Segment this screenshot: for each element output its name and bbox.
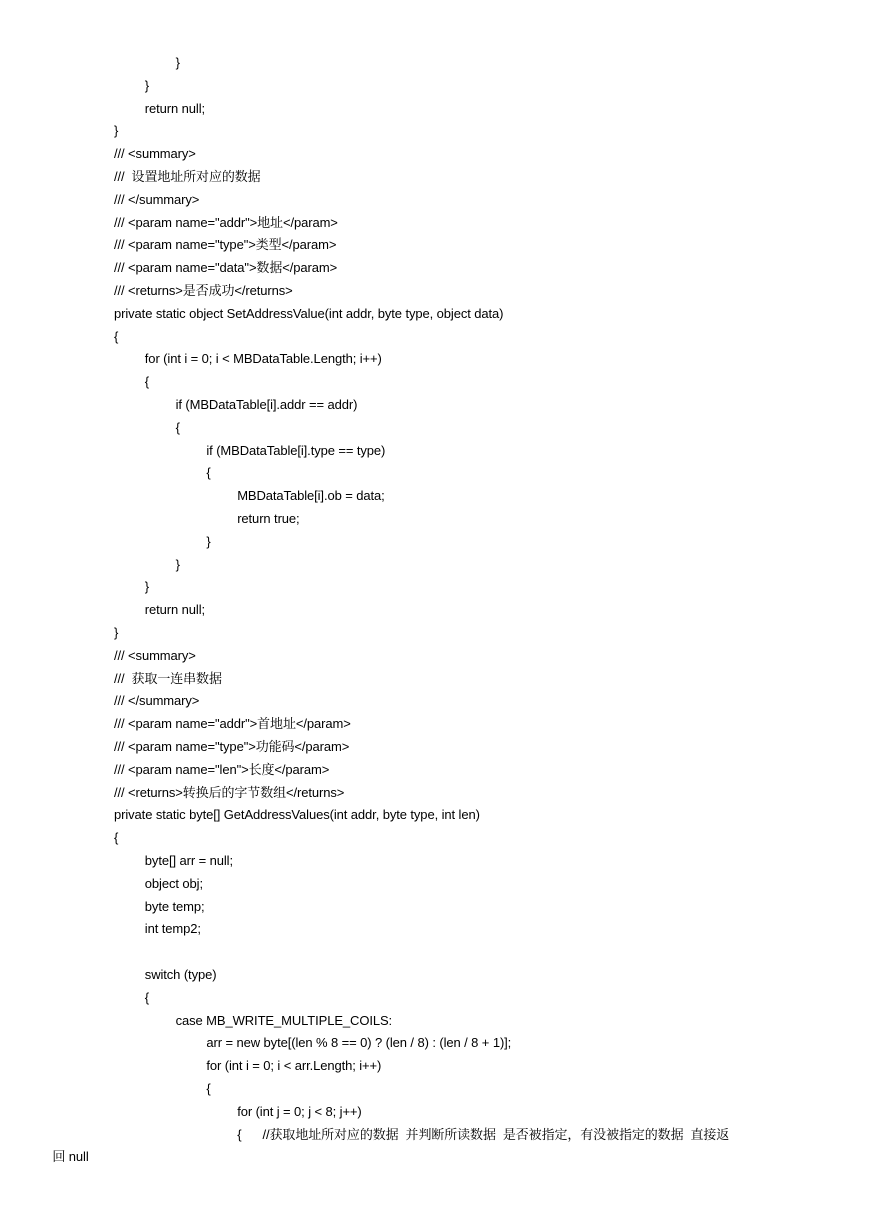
- code-line: /// <param name="addr">地址</param>: [114, 214, 338, 230]
- code-line: for (int i = 0; i < MBDataTable.Length; i++): [144, 351, 382, 367]
- code-line: /// 设置地址所对应的数据: [114, 169, 261, 184]
- code-line: byte temp;: [144, 898, 205, 914]
- code-line: /// <param name="len">长度</param>: [114, 761, 330, 777]
- code-line: return null;: [144, 602, 206, 618]
- code-line: }: [206, 533, 211, 549]
- code-line: /// <returns>转换后的字节数组</returns>: [114, 784, 345, 800]
- code-line: for (int i = 0; i < arr.Length; i++): [206, 1058, 382, 1074]
- code-line: return true;: [237, 511, 300, 526]
- code-line: { //获取地址所对应的数据 并判断所读数据 是否被指定，有没被指定的数据 直接返: [237, 1126, 730, 1142]
- code-line: {: [144, 374, 150, 390]
- code-line: /// </summary>: [114, 693, 200, 709]
- code-line: /// <summary>: [114, 647, 196, 663]
- code-line: {: [175, 419, 180, 435]
- code-line: /// <summary>: [114, 146, 196, 162]
- code-line: object obj;: [144, 875, 203, 891]
- code-line: }: [114, 123, 119, 139]
- code-line: }: [144, 579, 150, 595]
- code-line: }: [114, 625, 119, 640]
- code-line: return null;: [144, 100, 206, 116]
- code-line: arr = new byte[(len % 8 == 0) ? (len / 8) : (len / 8 + 1)];: [206, 1035, 512, 1051]
- code-line: {: [206, 465, 211, 481]
- code-line: /// <param name="data">数据</param>: [114, 260, 338, 276]
- code-line: /// 获取一连串数据: [114, 670, 222, 686]
- code-line: MBDataTable[i].ob = data;: [237, 488, 385, 504]
- code-line: /// </summary>: [114, 191, 200, 207]
- code-line: int temp2;: [144, 921, 201, 937]
- code-line: }: [175, 55, 180, 70]
- code-line: {: [206, 1081, 211, 1096]
- code-line: case MB_WRITE_MULTIPLE_COILS:: [175, 1012, 393, 1028]
- code-line: private static byte[] GetAddressValues(int addr, byte type, int len): [114, 807, 480, 823]
- code-line: {: [144, 989, 150, 1005]
- code-line: {: [114, 328, 119, 344]
- code-line: }: [144, 77, 150, 93]
- code-line: byte[] arr = null;: [144, 853, 233, 868]
- code-line: /// <param name="addr">首地址</param>: [114, 716, 351, 732]
- code-line: if (MBDataTable[i].addr == addr): [175, 397, 358, 412]
- code-line: /// <param name="type">类型</param>: [114, 237, 337, 253]
- code-line: switch (type): [144, 967, 217, 982]
- code-line: private static object SetAddressValue(int addr, byte type, object data): [114, 305, 504, 321]
- code-line: for (int j = 0; j < 8; j++): [237, 1103, 362, 1119]
- code-line: /// <param name="type">功能码</param>: [114, 739, 350, 754]
- code-line: }: [175, 556, 180, 572]
- code-line: /// <returns>是否成功</returns>: [114, 283, 293, 298]
- code-line: {: [114, 830, 119, 846]
- code-line: if (MBDataTable[i].type == type): [206, 442, 386, 458]
- code-line: 回 null: [52, 1149, 89, 1165]
